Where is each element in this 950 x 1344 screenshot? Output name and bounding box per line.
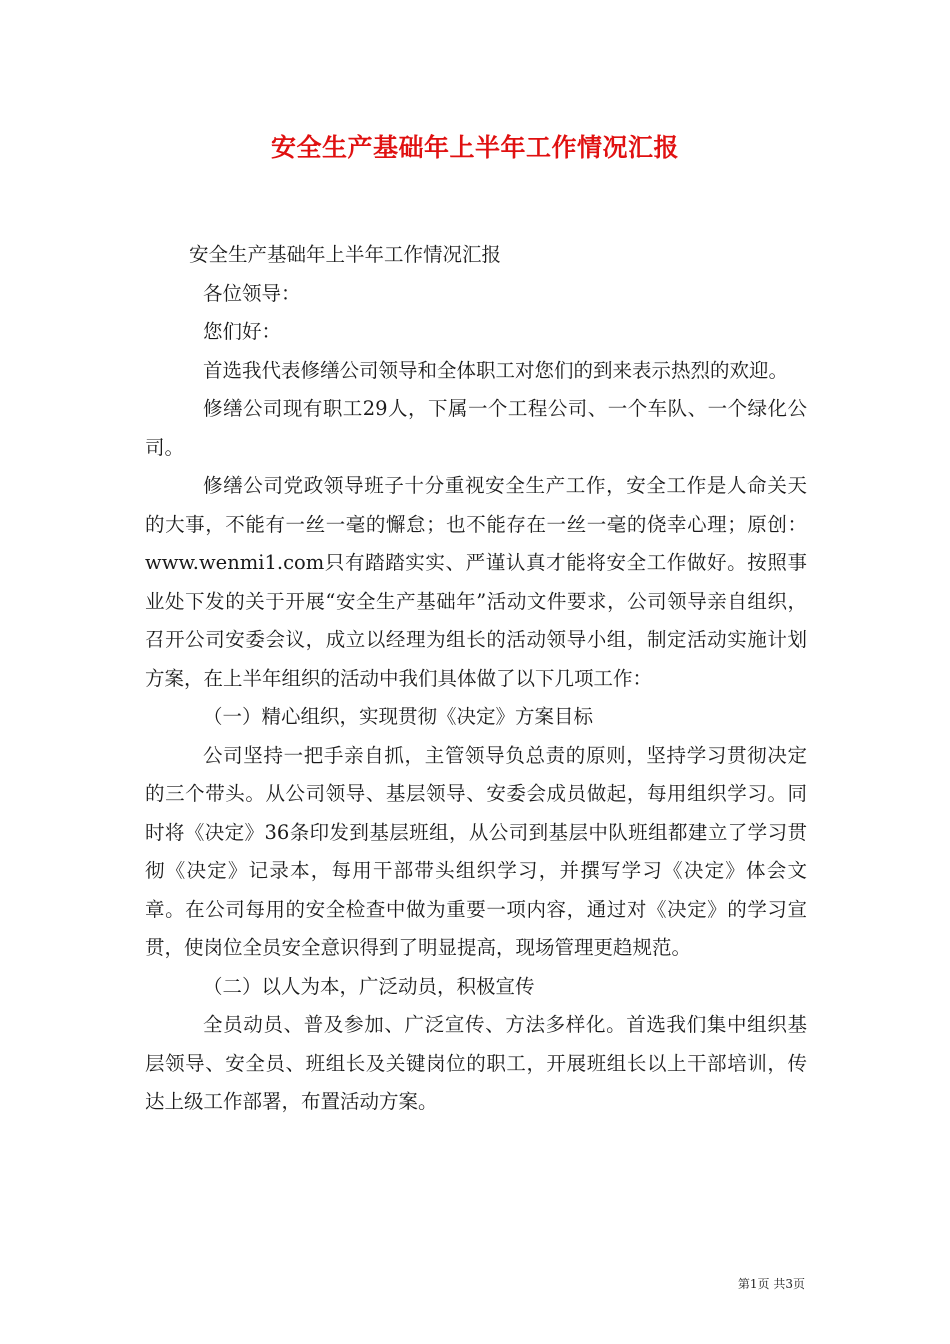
- document-body: [145, 236, 807, 1122]
- paragraph-staff: 修缮公司现有职工29人，下属一个工程公司、一个车队、一个绿化公司。: [145, 397, 807, 459]
- salutation-leaders: 各位领导：: [203, 281, 301, 305]
- section-heading-2: （二）以人为本，广泛动员，积极宣传: [203, 974, 535, 998]
- paragraph-welcome: 首选我代表修缮公司领导和全体职工对您们的到来表示热烈的欢迎。: [203, 358, 789, 382]
- section-heading-1: （一）精心组织，实现贯彻《决定》方案目标: [203, 705, 594, 728]
- paragraph-safety-intro: 修缮公司党政领导班子十分重视安全生产工作，安全工作是人命关天的大事，不能有一丝一毫的懈怠；也不能存在一丝一毫的侥幸心理；原创：www.wenmi1.com只有踏踏实实、严谨认真才能将安全工作做好。按照事业处下发的关于开展“安全生产基础年”活动文件要求，公司领导亲自组织，召开公司安委会议，成立以经理为组长的活动领导小组，制定活动实施计划方案，在上半年组织的活动中我们具体做了以下几项工作：: [145, 474, 807, 690]
- document-title: 安全生产基础年上半年工作情况汇报: [270, 133, 679, 162]
- salutation-greeting: 您们好：: [203, 320, 282, 343]
- page-number-footer: 第1页 共3页: [737, 1277, 805, 1291]
- paragraph-section-2: 全员动员、普及参加、广泛宣传、方法多样化。首选我们集中组织基层领导、安全员、班组长及关键岗位的职工，开展班组长以上干部培训，传达上级工作部署，布置活动方案。: [145, 1013, 807, 1113]
- document-subtitle: 安全生产基础年上半年工作情况汇报: [189, 243, 502, 266]
- paragraph-section-1: 公司坚持一把手亲自抓，主管领导负总责的原则，坚持学习贯彻决定的三个带头。从公司领导、基层领导、安委会成员做起，每用组织学习。同时将《决定》36条印发到基层班组，从公司到基层中队班组都建立了学习贯彻《决定》记录本，每用干部带头组织学习，并撰写学习《决定》体会文章。在公司每用的安全检查中做为重要一项内容，通过对《决定》的学习宣贯，使岗位全员安全意识得到了明显提高，现场管理更趋规范。: [145, 743, 807, 959]
